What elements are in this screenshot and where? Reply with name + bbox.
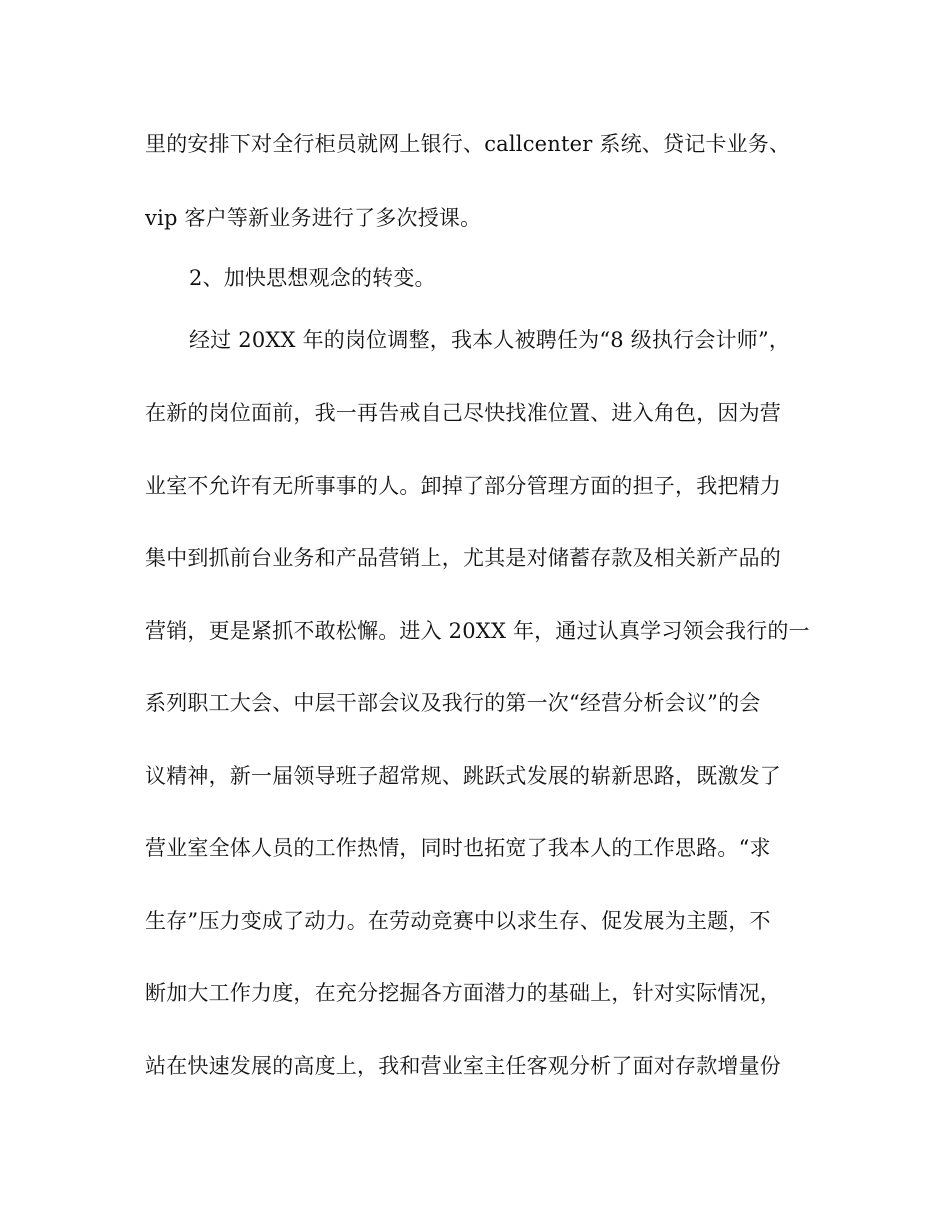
paragraph-line: 在新的岗位面前，我一再告戒自己尽快找准位置、进入角色，因为营 (145, 401, 781, 425)
paragraph-line: 经过 20XX 年的岗位调整，我本人被聘任为“8 级执行会计师”， (189, 328, 791, 352)
paragraph-line: 站在快速发展的高度上，我和营业室主任客观分析了面对存款增量份 (145, 1054, 781, 1078)
paragraph-line: 生存”压力变成了动力。在劳动竞赛中以求生存、促发展为主题，不 (145, 909, 771, 933)
paragraph-line: 营销，更是紧抓不敢松懈。进入 20XX 年，通过认真学习领会我行的一 (145, 619, 810, 643)
paragraph-line: 集中到抓前台业务和产品营销上，尤其是对储蓄存款及相关新产品的 (145, 546, 781, 570)
paragraph-line: 系列职工大会、中层干部会议及我行的第一次“经营分析会议”的会 (145, 691, 761, 715)
paragraph-line: 断加大工作力度，在充分挖掘各方面潜力的基础上，针对实际情况， (145, 981, 781, 1005)
paragraph-line: 里的安排下对全行柜员就网上银行、callcenter 系统、贷记卡业务、 (145, 132, 791, 156)
paragraph-line: 营业室全体人员的工作热情，同时也拓宽了我本人的工作思路。“求 (145, 836, 771, 860)
section-heading: 2、加快思想观念的转变。 (189, 266, 436, 290)
paragraph-line: 议精神，新一届领导班子超常规、跳跃式发展的崭新思路，既激发了 (145, 764, 781, 788)
paragraph-line: vip 客户等新业务进行了多次授课。 (145, 206, 482, 230)
paragraph-line: 业室不允许有无所事事的人。卸掉了部分管理方面的担子，我把精力 (145, 474, 781, 498)
